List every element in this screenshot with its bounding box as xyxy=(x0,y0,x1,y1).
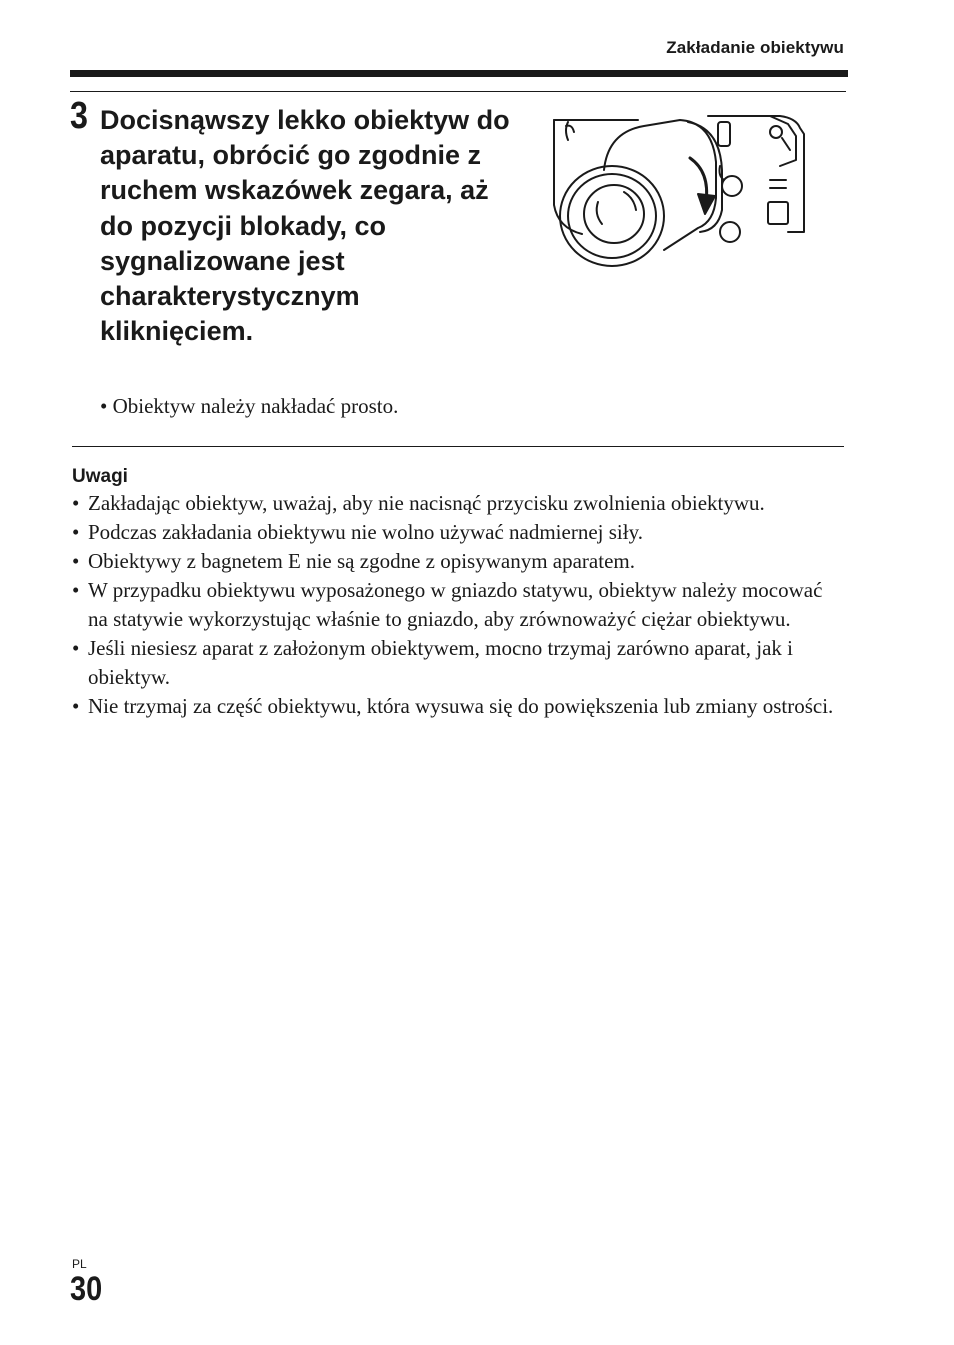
notes-heading: Uwagi xyxy=(72,466,128,487)
header-rule-thin xyxy=(70,91,846,92)
note-item: • Zakładając obiektyw, uważaj, aby nie nacisnąć przycisku zwolnienia obiektywu. xyxy=(72,489,847,518)
notes-list xyxy=(72,489,847,721)
page-header-title: Zakładanie obiektywu xyxy=(666,38,844,57)
page-number: 30 xyxy=(70,1270,103,1308)
note-item: • Jeśli niesiesz aparat z założonym obiektywem, mocno trzymaj zarówno aparat, jak i obiektyw. xyxy=(72,634,847,692)
header-rule-thick xyxy=(70,70,848,77)
step-number: 3 xyxy=(70,95,88,137)
step-instruction: Docisnąwszy lekko obiektyw do aparatu, obrócić go zgodnie z ruchem wskazówek zegara, aż do pozycji blokady, co sygnalizowane jest charakterystycznym kliknięciem. xyxy=(100,105,510,347)
language-code: PL xyxy=(72,1257,87,1271)
note-item: • Podczas zakładania obiektywu nie wolno używać nadmiernej siły. xyxy=(72,518,847,547)
note-item: • Obiektywy z bagnetem E nie są zgodne z opisywanym aparatem. xyxy=(72,547,847,576)
note-item: • Nie trzymaj za część obiektywu, która wysuwa się do powiększenia lub zmiany ostrości. xyxy=(72,692,847,721)
note-item: • W przypadku obiektywu wyposażonego w gniazdo statywu, obiektyw należy mocować na statywie wykorzystując właśnie to gniazdo, aby zrównoważyć ciężar obiektywu. xyxy=(72,576,847,634)
camera-lens-rotate-clockwise-illustration xyxy=(548,110,810,275)
section-divider xyxy=(72,446,844,447)
step-note: • Obiektyw należy nakładać prosto. xyxy=(100,394,399,418)
